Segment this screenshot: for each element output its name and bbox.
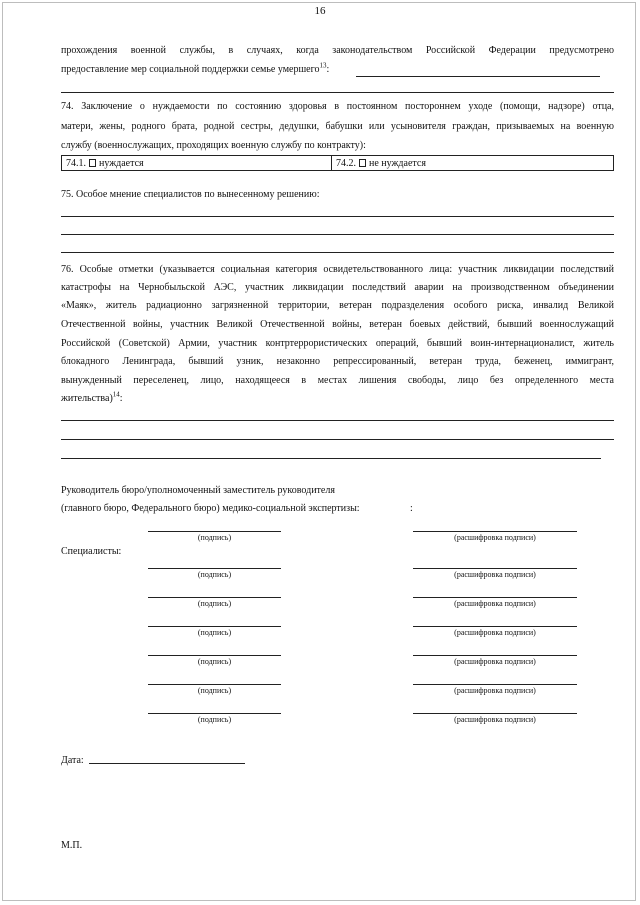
decode-caption: (расшифровка подписи) bbox=[454, 628, 536, 637]
checkbox-needs[interactable] bbox=[89, 159, 96, 167]
colon: : bbox=[119, 393, 123, 404]
page-number: 16 bbox=[314, 5, 326, 17]
head-title-line-1: Руководитель бюро/уполномоченный заместитель руководителя bbox=[61, 485, 335, 496]
word: военной bbox=[130, 45, 167, 56]
fill-line[interactable] bbox=[61, 92, 614, 93]
signature-line[interactable] bbox=[148, 626, 281, 627]
option-label: нуждается bbox=[99, 157, 144, 169]
section-73-line-2 bbox=[61, 61, 329, 78]
decode-caption: (расшифровка подписи) bbox=[454, 657, 536, 666]
decode-line[interactable] bbox=[413, 684, 577, 685]
decode-line[interactable] bbox=[413, 568, 577, 569]
word: когда bbox=[296, 45, 319, 56]
specialists-label: Специалисты: bbox=[61, 546, 122, 557]
signature-caption: (подпись) bbox=[197, 628, 232, 637]
decode-caption: (расшифровка подписи) bbox=[454, 686, 536, 695]
section-73-text: предоставление мер социальной поддержки семье умершего bbox=[61, 64, 320, 75]
section-76-line-4: Отечественной войны, участник Великой Отечественной войны, ветеран боевых действий, бывший военнослужащий bbox=[61, 319, 614, 330]
signature-caption: (подпись) bbox=[197, 533, 232, 542]
signature-caption: (подпись) bbox=[197, 570, 232, 579]
section-75-heading: 75. Особое мнение специалистов по вынесенному решению: bbox=[61, 189, 320, 200]
section-76-line-8 bbox=[61, 390, 123, 407]
checkbox-not-needs[interactable] bbox=[359, 159, 366, 167]
option-not-needs[interactable] bbox=[332, 156, 613, 170]
decode-line[interactable] bbox=[413, 531, 577, 532]
signature-line[interactable] bbox=[148, 531, 281, 532]
fill-line[interactable] bbox=[61, 216, 614, 217]
section-76-line-7: вынужденный переселенец, лицо, находящееся в местах лишения свободы, лицо без определенного места bbox=[61, 375, 614, 386]
section-74-line-3: службу (военнослужащих, проходящих военную службу по контракту): bbox=[61, 140, 366, 151]
word: в bbox=[228, 45, 234, 56]
signature-caption: (подпись) bbox=[197, 715, 232, 724]
footnote-13: 13 bbox=[319, 61, 327, 70]
colon-mark: : bbox=[410, 503, 413, 514]
signature-line[interactable] bbox=[148, 597, 281, 598]
footnote-14: 14 bbox=[112, 390, 120, 399]
section-76-line-2: катастрофы на Чернобыльской АЭС, участник ликвидации последствий аварии на производственном объединении bbox=[61, 282, 614, 293]
section-76-line-3: «Маяк», житель радиационно загрязненной территории, ветеран подразделения особого риска, инвалид Великой bbox=[61, 300, 614, 311]
fill-line[interactable] bbox=[356, 76, 600, 77]
option-needs[interactable] bbox=[62, 156, 332, 170]
signature-caption: (подпись) bbox=[197, 686, 232, 695]
word: службы, bbox=[179, 45, 215, 56]
word: прохождения bbox=[61, 45, 118, 56]
decode-caption: (расшифровка подписи) bbox=[454, 599, 536, 608]
date-input-line[interactable] bbox=[89, 763, 245, 764]
fill-line[interactable] bbox=[61, 234, 614, 235]
section-74-line-1: 74. Заключение о нуждаемости по состоянию здоровья в постоянном постороннем уходе (помощи, надзоре) отца, bbox=[61, 101, 614, 112]
date-label: Дата: bbox=[61, 755, 84, 766]
section-74-line-2: матери, жены, родного брата, родной сестры, дедушки, бабушки или усыновителя граждан, призываемых на военную bbox=[61, 121, 614, 132]
signature-line[interactable] bbox=[148, 568, 281, 569]
decode-line[interactable] bbox=[413, 713, 577, 714]
word: законодательством Российской Федерации предусмотрено bbox=[332, 45, 615, 56]
decode-line[interactable] bbox=[413, 597, 577, 598]
section-76-line-1: 76. Особые отметки (указывается социальная категория освидетельствованного лица: участник ликвидации последствий bbox=[61, 264, 614, 275]
section-76-line-6: блокадного Ленинграда, бывший узник, незаконно репрессированный, ветеран труда, беженец, иммигрант, bbox=[61, 356, 614, 367]
fill-line[interactable] bbox=[61, 458, 601, 459]
stamp-label: М.П. bbox=[61, 840, 83, 851]
signature-line[interactable] bbox=[148, 684, 281, 685]
option-number: 74.1. bbox=[66, 157, 86, 169]
section-76-line-5: Российской (Советской) Армии, участник контртеррористических операций, бывший воин-интернационалист, житель bbox=[61, 338, 614, 349]
section-76-text: жительства) bbox=[61, 393, 113, 404]
head-title-line-2: (главного бюро, Федерального бюро) медико-социальной экспертизы: bbox=[61, 503, 360, 514]
signature-caption: (подпись) bbox=[197, 599, 232, 608]
option-label: не нуждается bbox=[369, 157, 426, 169]
decode-caption: (расшифровка подписи) bbox=[454, 715, 536, 724]
fill-line[interactable] bbox=[61, 439, 614, 440]
fill-line[interactable] bbox=[61, 252, 614, 253]
decode-caption: (расшифровка подписи) bbox=[454, 570, 536, 579]
decode-line[interactable] bbox=[413, 626, 577, 627]
need-options-table bbox=[61, 155, 614, 171]
fill-line[interactable] bbox=[61, 420, 614, 421]
word: случаях, bbox=[246, 45, 283, 56]
decode-caption: (расшифровка подписи) bbox=[454, 533, 536, 542]
signature-line[interactable] bbox=[148, 655, 281, 656]
signature-caption: (подпись) bbox=[197, 657, 232, 666]
signature-line[interactable] bbox=[148, 713, 281, 714]
option-number: 74.2. bbox=[336, 157, 356, 169]
decode-line[interactable] bbox=[413, 655, 577, 656]
colon: : bbox=[326, 64, 330, 75]
section-73-line-1 bbox=[61, 42, 614, 59]
